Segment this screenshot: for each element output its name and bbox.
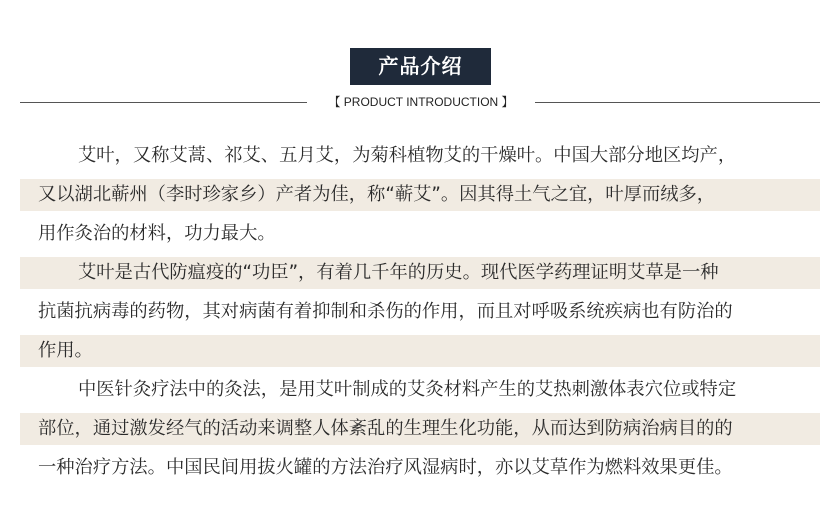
- paragraph-line: 抗菌抗病毒的药物，其对病菌有着抑制和杀伤的作用，而且对呼吸系统疾病也有防治的: [38, 301, 733, 322]
- paragraph-line: 用作灸治的材料，功力最大。: [38, 223, 276, 244]
- divider-left: [20, 102, 307, 103]
- paragraph-line: 一种治疗方法。中国民间用拔火罐的方法治疗风湿病时，亦以艾草作为燃料效果更佳。: [38, 457, 733, 478]
- paragraph-line: 艾叶是古代防瘟疫的“功臣”，有着几千年的历史。现代医学药理证明艾草是一种: [78, 262, 719, 283]
- divider-right: [535, 102, 820, 103]
- section-subtitle: 【 PRODUCT INTRODUCTION 】: [328, 95, 514, 109]
- paragraph-line: 部位，通过激发经气的活动来调整人体紊乱的生理生化功能，从而达到防病治病目的的: [38, 418, 733, 439]
- paragraph-line: 又以湖北蕲州（李时珍家乡）产者为佳，称“蕲艾”。因其得土气之宜，叶厚而绒多，: [38, 184, 716, 205]
- paragraph-line: 艾叶，又称艾蒿、祁艾、五月艾，为菊科植物艾的干燥叶。中国大部分地区均产，: [78, 145, 737, 166]
- paragraph-line: 作用。: [38, 340, 93, 361]
- section-title: 产品介绍: [350, 48, 491, 85]
- paragraph-line: 中医针灸疗法中的灸法，是用艾叶制成的艾灸材料产生的艾热刺激体表穴位或特定: [78, 379, 737, 400]
